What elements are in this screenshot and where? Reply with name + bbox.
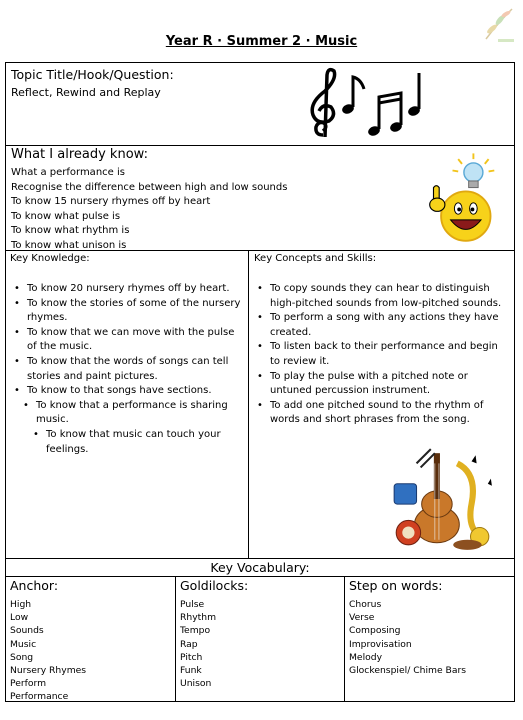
list-item: Perform [10, 678, 47, 690]
instruments-icon [386, 443, 498, 555]
list-item: Nursery Rhymes [10, 665, 87, 677]
list-item: Composing [349, 625, 401, 637]
list-item: • To know that the words of songs can tell stories and paint pictures. [14, 355, 229, 382]
already-know-list [11, 166, 287, 254]
list-item: Glockenspiel/ Chime Bars [349, 665, 467, 677]
list-item: Song [10, 651, 34, 663]
key-knowledge-heading: Key Knowledge: [10, 253, 90, 264]
list-item: Pitch [180, 651, 203, 663]
step-on-list [349, 598, 466, 677]
idea-emoji-icon [424, 150, 500, 248]
list-item: • To know that a performance is sharing music. [23, 399, 228, 426]
topic-heading: Topic Title/Hook/Question: [11, 67, 174, 82]
list-item: • To listen back to their performance and begin to review it. [257, 341, 498, 367]
school-logo-icon [478, 3, 518, 45]
already-know-heading: What I already know: [11, 147, 148, 162]
list-item: • To know 20 nursery rhymes off by heart. [14, 283, 230, 294]
page-title: Year R · Summer 2 · Music [165, 34, 358, 49]
key-knowledge-section [5, 250, 249, 559]
goldilocks-words-column [175, 576, 345, 702]
list-item: • To play the pulse with a pitched note or untuned percussion instrument. [257, 370, 468, 397]
list-item: • To know that we can move with the pulse of the music. [14, 326, 235, 353]
list-item: Pulse [180, 599, 205, 610]
list-item: • To add one pitched sound to the rhythm of words and short phrases from the song. [257, 399, 484, 426]
key-vocabulary-heading: Key Vocabulary: [210, 560, 310, 575]
key-vocabulary-header [5, 558, 515, 577]
list-item: High [10, 599, 32, 610]
anchor-words-column [5, 576, 176, 702]
list-item: Music [10, 638, 37, 650]
list-item: Recognise the difference between high and low sounds [11, 181, 288, 193]
list-item: What a performance is [11, 167, 125, 178]
list-item: Rhythm [180, 612, 217, 624]
list-item: Performance [10, 691, 69, 703]
list-item: Chorus [349, 599, 382, 610]
list-item: To know 15 nursery rhymes off by heart [11, 196, 211, 208]
key-concepts-heading: Key Concepts and Skills: [254, 253, 377, 264]
already-know-section [5, 145, 515, 251]
anchor-heading: Anchor: [10, 578, 59, 593]
key-concepts-list [257, 282, 510, 428]
list-item: Tempo [180, 625, 211, 637]
list-item: • To copy sounds they can hear to distinguish high-pitched sounds from low-pitched sounds. [257, 283, 502, 309]
list-item: • To know the stories of some of the nursery rhymes. [14, 297, 241, 324]
list-item: Sounds [10, 625, 44, 637]
list-item: Rap [180, 638, 198, 650]
topic-text: Reflect, Rewind and Replay [11, 86, 161, 99]
step-on-words-column [344, 576, 515, 702]
list-item: • To perform a song with any actions they have created. [257, 312, 499, 338]
goldilocks-list [180, 598, 216, 690]
anchor-list [10, 598, 86, 704]
list-item: Funk [180, 665, 202, 677]
list-item: To know what pulse is [11, 210, 121, 222]
goldilocks-heading: Goldilocks: [180, 578, 249, 593]
list-item: • To know that music can touch your feelings. [33, 428, 221, 455]
step-on-heading: Step on words: [349, 578, 443, 593]
key-knowledge-list [14, 282, 243, 457]
music-notes-icon [299, 65, 433, 145]
list-item: Unison [180, 678, 212, 690]
list-item: Melody [349, 651, 383, 663]
list-item: Verse [349, 612, 375, 624]
list-item: Improvisation [349, 638, 412, 650]
topic-section [5, 62, 515, 146]
key-concepts-section [248, 250, 515, 559]
list-item: • To know to that songs have sections. [14, 385, 212, 397]
list-item: To know what rhythm is [11, 225, 130, 237]
list-item: To know what unison is [11, 239, 127, 251]
list-item: Low [10, 612, 29, 624]
